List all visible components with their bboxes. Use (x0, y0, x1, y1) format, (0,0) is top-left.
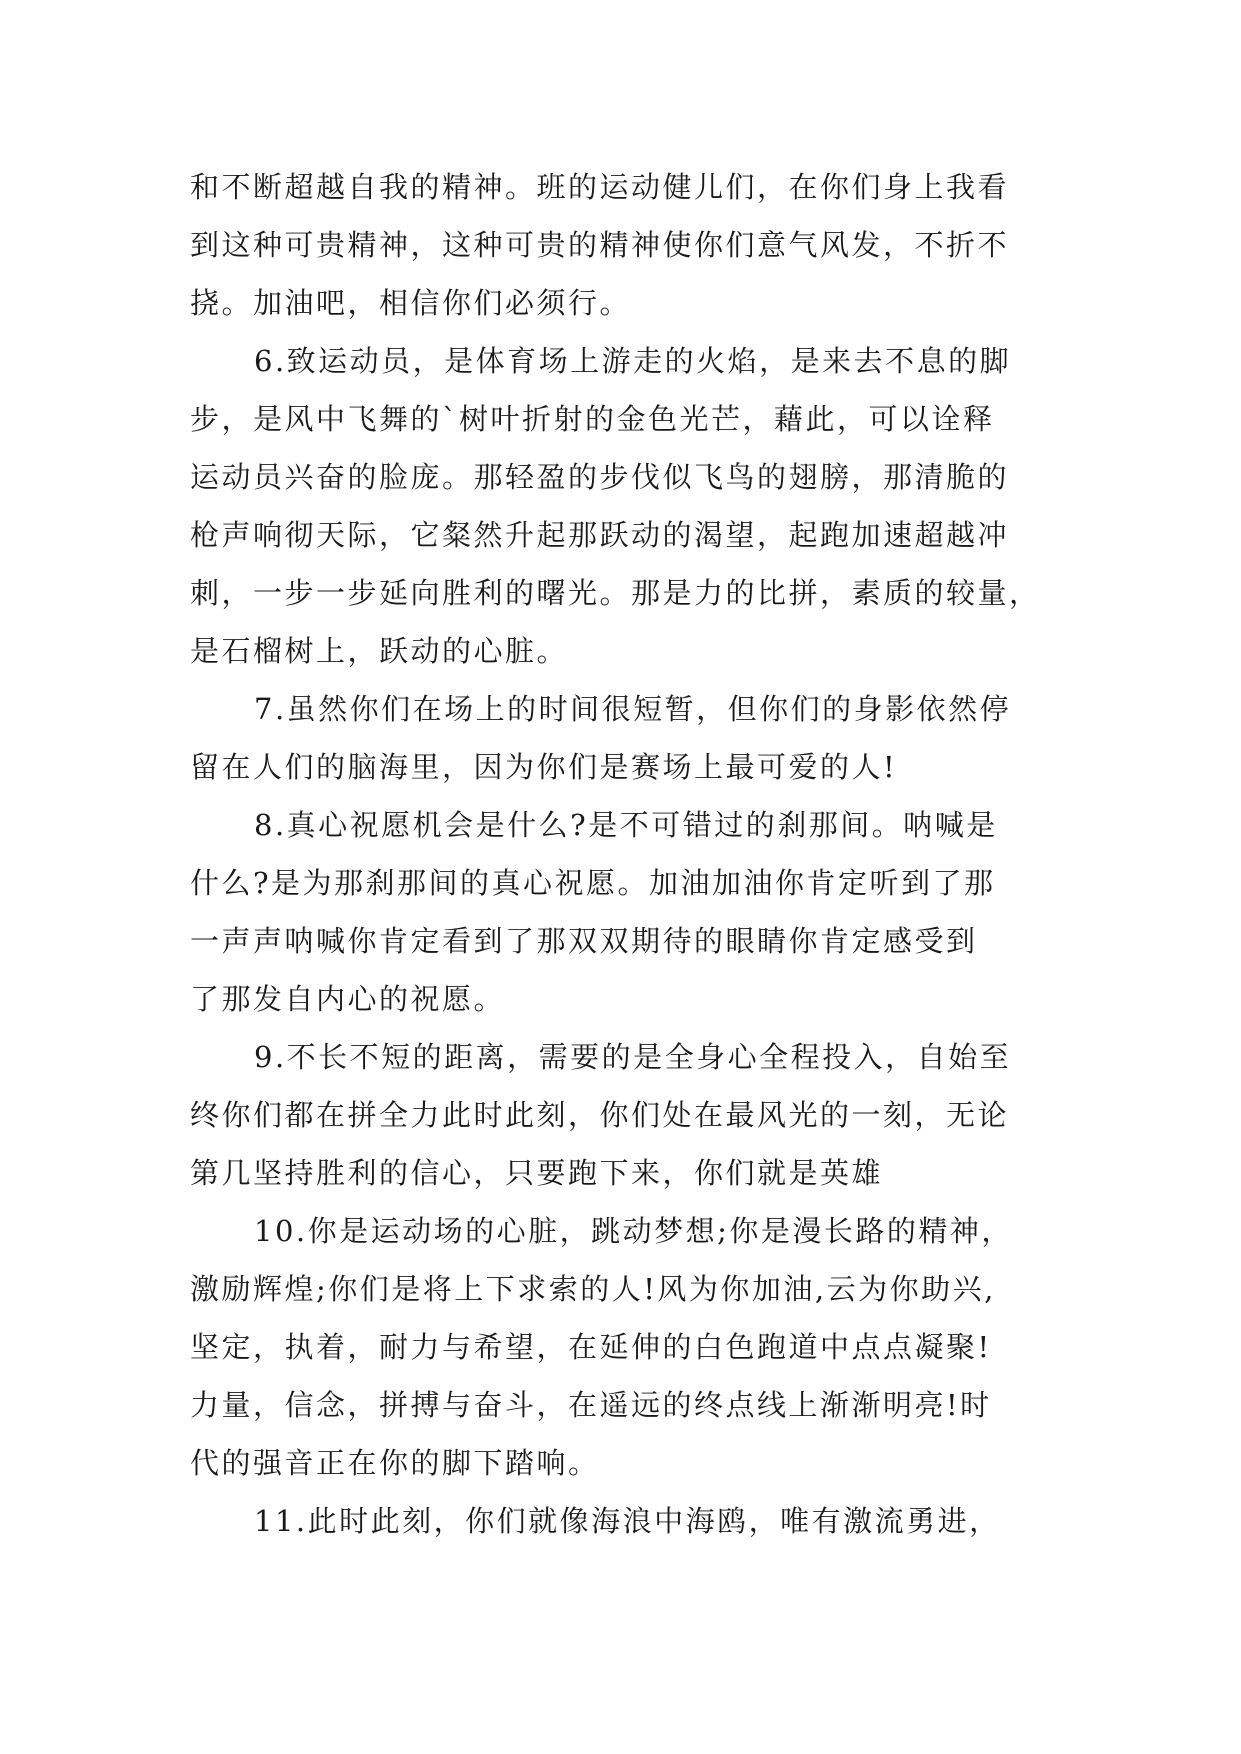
text-line: 9.不长不短的距离，需要的是全身心全程投入，自始至 (254, 1040, 1012, 1074)
text-line: 力量，信念，拼搏与奋斗，在遥远的终点线上渐渐明亮!时 (190, 1388, 992, 1422)
text-line: 代的强音正在你的脚下踏响。 (190, 1446, 600, 1480)
text-line: 到这种可贵精神，这种可贵的精神使你们意气风发，不折不 (190, 228, 1010, 262)
text-line: 7.虽然你们在场上的时间很短暂，但你们的身影依然停 (254, 692, 1012, 726)
text-line: 一声声呐喊你肯定看到了那双双期待的眼睛你肯定感受到 (190, 924, 978, 958)
text-line: 留在人们的脑海里，因为你们是赛场上最可爱的人! (190, 750, 898, 784)
text-line: 和不断超越自我的精神。班的运动健儿们，在你们身上我看 (190, 170, 1010, 204)
paragraph (190, 796, 1060, 1028)
body-text (190, 158, 1060, 1550)
text-line: 6.致运动员，是体育场上游走的火焰，是来去不息的脚 (254, 344, 1012, 378)
text-line: 8.真心祝愿机会是什么?是不可错过的刹那间。呐喊是 (254, 808, 998, 842)
text-line: 终你们都在拼全力此时此刻，你们处在最风光的一刻，无论 (190, 1098, 1010, 1132)
text-line: 刺，一步一步延向胜利的曙光。那是力的比拼，素质的较量， (190, 576, 1041, 610)
paragraph (190, 1492, 1060, 1550)
text-line: 枪声响彻天际，它粲然升起那跃动的渴望，起跑加速超越冲 (190, 518, 1010, 552)
text-line: 了那发自内心的祝愿。 (190, 982, 506, 1016)
paragraph (190, 1202, 1060, 1492)
text-line: 11.此时此刻，你们就像海浪中海鸥，唯有激流勇进， (254, 1504, 1001, 1538)
text-line: 什么?是为那刹那间的真心祝愿。加油加油你肯定听到了那 (190, 866, 996, 900)
paragraph (190, 1028, 1060, 1202)
paragraph (190, 158, 1060, 332)
text-line: 挠。加油吧，相信你们必须行。 (190, 286, 632, 320)
text-line: 步，是风中飞舞的`树叶折射的金色光芒，藉此，可以诠释 (190, 402, 995, 436)
paragraph (190, 332, 1060, 680)
text-line: 坚定，执着，耐力与希望，在延伸的白色跑道中点点凝聚! (190, 1330, 992, 1364)
text-line: 是石榴树上，跃动的心脏。 (190, 634, 569, 668)
text-line: 第几坚持胜利的信心，只要跑下来，你们就是英雄 (190, 1156, 884, 1190)
paragraph (190, 680, 1060, 796)
text-line: 10.你是运动场的心脏，跳动梦想;你是漫长路的精神， (254, 1214, 1013, 1248)
text-line: 激励辉煌;你们是将上下求索的人!风为你加油,云为你助兴, (190, 1272, 996, 1306)
text-line: 运动员兴奋的脸庞。那轻盈的步伐似飞鸟的翅膀，那清脆的 (190, 460, 1010, 494)
